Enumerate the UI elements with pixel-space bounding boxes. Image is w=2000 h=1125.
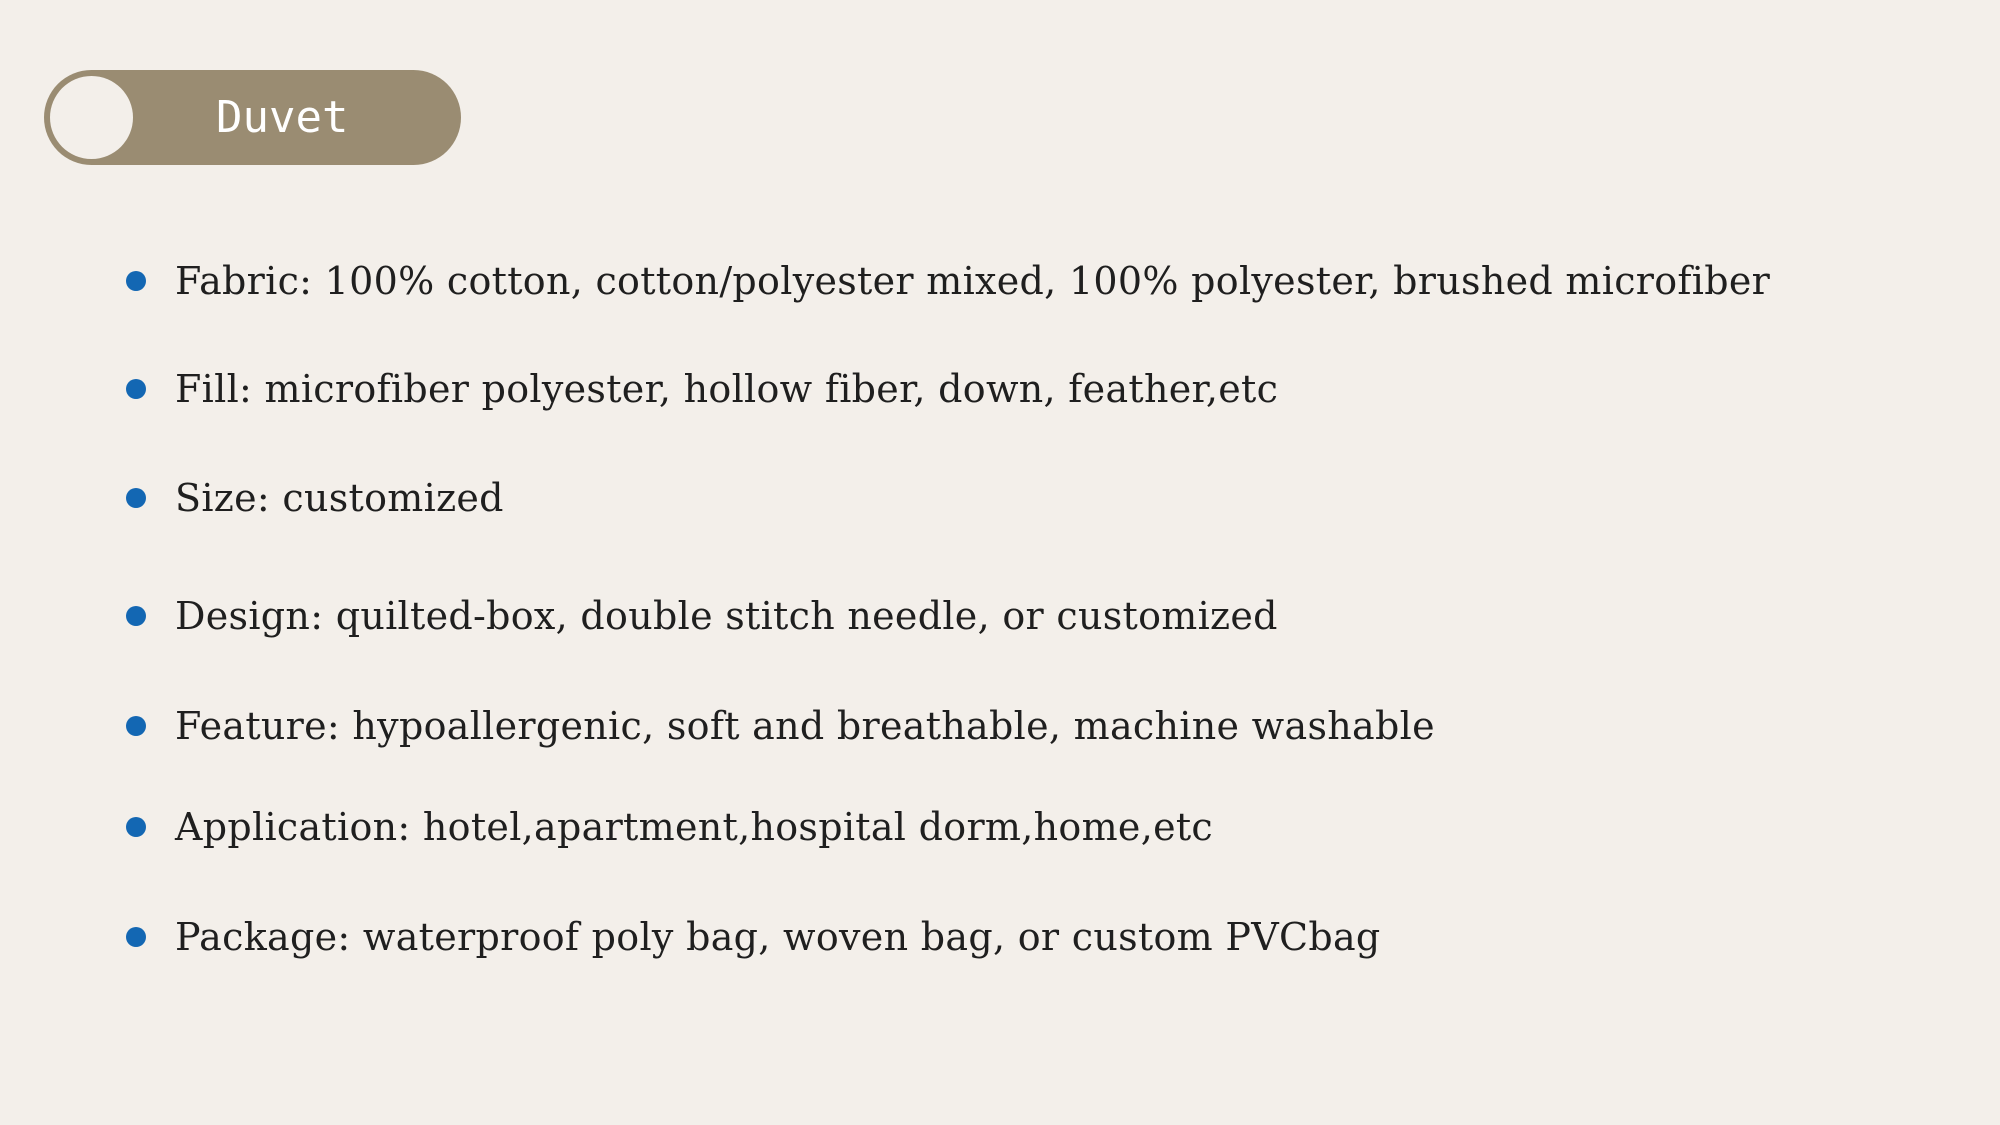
bullet-dot-icon: [126, 716, 146, 736]
bullet-dot-icon: [126, 606, 146, 626]
bullet-dot-icon: [126, 817, 146, 837]
list-item-design: [126, 591, 1278, 641]
list-item-fabric: [126, 256, 1770, 306]
bullet-dot-icon: [126, 271, 146, 291]
page-title: Duvet: [216, 92, 349, 143]
bullet-dot-icon: [126, 488, 146, 508]
list-item-application: [126, 802, 1213, 852]
list-item-text: Package: waterproof poly bag, woven bag, or custom PVCbag: [175, 915, 1381, 959]
list-item-text: Fabric: 100% cotton, cotton/polyester mixed, 100% polyester, brushed microfiber: [175, 259, 1771, 303]
bullet-dot-icon: [126, 927, 146, 947]
list-item-fill: [126, 364, 1278, 414]
list-item-package: [126, 912, 1381, 962]
list-item-feature: [126, 701, 1435, 751]
list-item-text: Design: quilted-box, double stitch needle, or customized: [175, 594, 1278, 638]
list-item-text: Feature: hypoallergenic, soft and breathable, machine washable: [175, 704, 1435, 748]
list-item-text: Size: customized: [175, 476, 504, 520]
list-item-text: Application: hotel,apartment,hospital dorm,home,etc: [175, 805, 1214, 849]
list-item-text: Fill: microfiber polyester, hollow fiber, down, feather,etc: [175, 367, 1279, 411]
list-item-size: [126, 473, 504, 523]
bullet-dot-icon: [126, 379, 146, 399]
